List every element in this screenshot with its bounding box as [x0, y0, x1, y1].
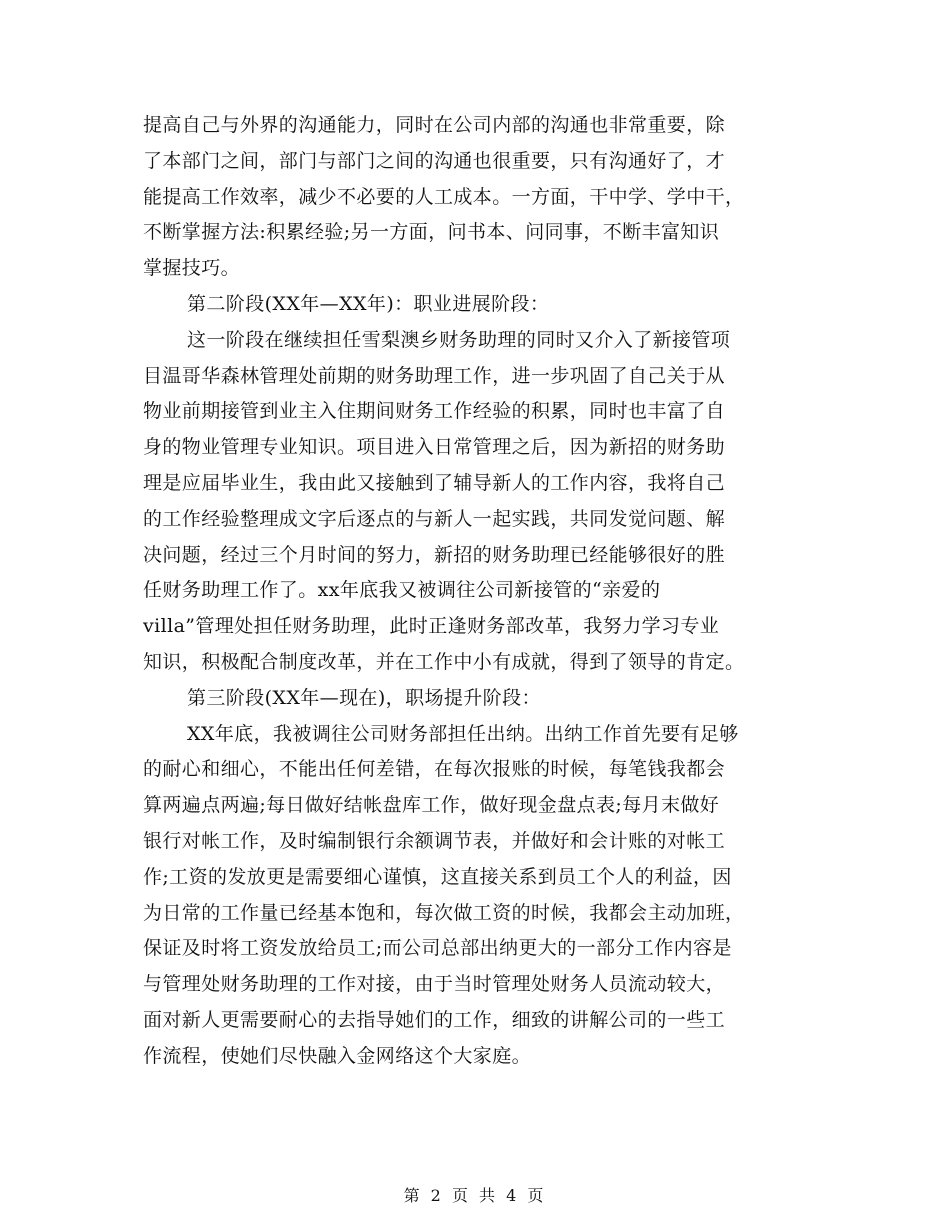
body-text — [143, 108, 803, 1075]
text-line: 不断掌握方法:积累经验;另一方面，问书本、问同事，不断丰富知识 — [143, 221, 720, 244]
text-line: 决问题，经过三个月时间的努力，新招的财务助理已经能够很好的胜 — [143, 543, 726, 566]
text-line: 面对新人更需要耐心的去指导她们的工作，细致的讲解公司的一些工 — [143, 1008, 726, 1031]
text-line: 这一阶段在继续担任雪梨澳乡财务助理的同时又介入了新接管项 — [187, 328, 731, 351]
text-line: 理是应届毕业生，我由此又接触到了辅导新人的工作内容，我将自己 — [143, 471, 726, 494]
text-line: 提高自己与外界的沟通能力，同时在公司内部的沟通也非常重要，除 — [143, 114, 726, 136]
section-heading-stage-2: 第二阶段(XX年—XX年)：职业进展阶段： — [187, 292, 550, 315]
text-line: XX年底，我被调往公司财务部担任出纳。出纳工作首先要有足够 — [187, 722, 739, 745]
text-line: 与管理处财务助理的工作对接，由于当时管理处财务人员流动较大， — [143, 973, 726, 996]
text-line: 任财务助理工作了。xx年底我又被调往公司新接管的“亲爱的 — [143, 579, 661, 602]
text-line: 物业前期接管到业主入住期间财务工作经验的积累，同时也丰富了自 — [143, 400, 726, 423]
text-line: 知识，积极配合制度改革，并在工作中小有成就，得到了领导的肯定。 — [143, 650, 745, 673]
text-line: 身的物业管理专业知识。项目进入日常管理之后，因为新招的财务助 — [143, 436, 726, 459]
text-line: 目温哥华森林管理处前期的财务助理工作，进一步巩固了自己关于从 — [143, 364, 726, 387]
text-line: 算两遍点两遍;每日做好结帐盘库工作，做好现金盘点表;每月末做好 — [143, 794, 720, 817]
text-line: 作流程，使她们尽快融入金网络这个大家庭。 — [143, 1044, 532, 1067]
text-line: 的耐心和细心，不能出任何差错，在每次报账的时候，每笔钱我都会 — [143, 758, 726, 781]
text-line: 掌握技巧。 — [143, 257, 241, 280]
text-line: 银行对帐工作，及时编制银行余额调节表，并做好和会计账的对帐工 — [143, 829, 726, 852]
text-line: 了本部门之间，部门与部门之间的沟通也很重要，只有沟通好了，才 — [143, 149, 726, 172]
text-line: 保证及时将工资发放给员工;而公司总部出纳更大的一部分工作内容是 — [143, 937, 732, 960]
section-heading-stage-3: 第三阶段(XX年—现在)，职场提升阶段： — [187, 686, 541, 709]
text-line: 能提高工作效率，减少不必要的人工成本。一方面，干中学、学中干， — [143, 185, 745, 208]
text-line: 作;工资的发放更是需要细心谨慎，这直接关系到员工个人的利益，因 — [143, 865, 732, 888]
page-number-footer: 第 2 页 共 4 页 — [403, 1186, 547, 1205]
text-line: 为日常的工作量已经基本饱和，每次做工资的时候，我都会主动加班， — [143, 901, 745, 924]
text-line: villa”管理处担任财务助理，此时正逢财务部改革，我努力学习专业 — [143, 615, 720, 638]
text-line: 的工作经验整理成文字后逐点的与新人一起实践，共同发觉问题、解 — [143, 507, 726, 530]
